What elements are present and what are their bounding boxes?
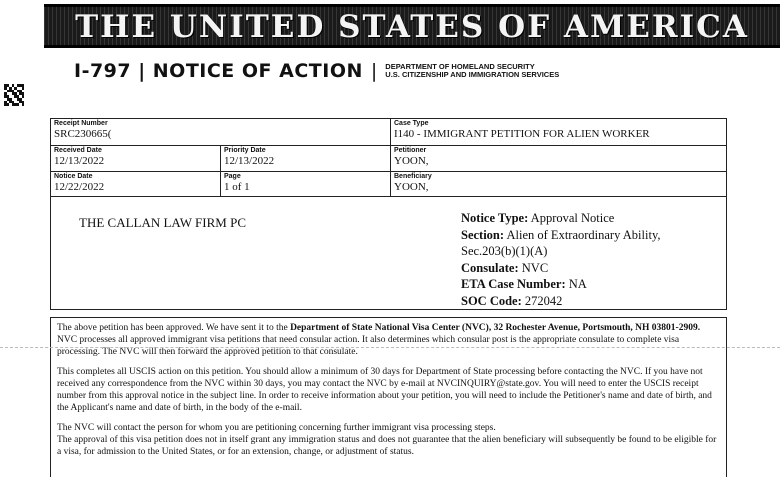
beneficiary-cell [391,172,727,197]
department-line-2: U.S. CITIZENSHIP AND IMMIGRATION SERVICES [385,70,560,79]
received-date-value: 12/13/2022 [54,155,105,167]
notice-type-label: Notice Type: [461,211,529,225]
form-header [74,59,559,83]
eta-case-number-label: ETA Case Number: [461,277,566,291]
notice-body [50,317,727,477]
priority-date-cell [221,146,391,172]
barcode-icon [4,84,24,106]
receipt-number-cell [51,119,391,146]
body-paragraph-1-intro: The above petition has been approved. We have sent it to the [57,323,291,333]
case-type-cell [391,119,727,146]
petitioner-cell [391,146,727,172]
petitioner-value: YOON, [394,155,429,167]
notice-date-value: 12/22/2022 [54,181,105,193]
department-name [385,63,559,80]
banner-title: THE UNITED STATES OF AMERICA [75,9,749,45]
body-paragraph-1 [57,322,720,358]
consulate-label: Consulate: [461,260,519,275]
addressee-name: THE CALLAN LAW FIRM PC [79,215,247,230]
notice-details [461,210,711,309]
received-date-cell [51,146,221,172]
case-type-label: Case Type [394,120,429,127]
body-paragraph-2: This completes all USCIS action on this petition. You should allow a minimum of 30 days for Department of State processing before contacting the NVC. If you have not received any correspondence from the NVC within 30 days, you may contact the NVC by e-mail at NVCINQUIRY@state.gov. You will need to enter the USCIS receipt number from this approval notice in the subject line. In order to receive information about your petition, you will need to include the Petitioner's name and date of birth, and the Applicant's name and date of birth, in the body of the e-mail. [57,367,712,413]
petitioner-label: Petitioner [394,147,427,154]
case-type-value: I140 - IMMIGRANT PETITION FOR ALIEN WORKER [394,128,650,140]
notice-date-label: Notice Date [54,173,93,180]
soc-code-label: SOC Code: [461,293,522,308]
page-label: Page [224,173,241,180]
section-value: Alien of Extraordinary Ability, [506,227,661,242]
eta-case-number-value: NA [568,277,587,291]
beneficiary-value: YOON, [394,181,429,193]
nvc-address: Department of State National Visa Center (NVC), 32 Rochester Avenue, Portsmouth, NH 03801-2909. [290,323,701,333]
body-paragraph-1-rest: NVC processes all approved immigrant visa petitions that need consular action. It also determines which consular post is the appropriate consulate to complete visa processing. The NVC will then forward the approved petition to that consulate. [57,335,680,357]
section-label: Section: [461,227,505,242]
page-value: 1 of 1 [224,181,250,193]
section-value-2: Sec.203(b)(1)(A) [461,244,548,258]
notice-date-cell [51,172,221,197]
header-banner [44,4,780,48]
body-paragraph-4: The approval of this visa petition does not in itself grant any immigration status and does not guarantee that the alien beneficiary will subsequently be found to be eligible for a visa, for admission to the United States, or for an extension, change, or adjustment of status. [57,435,717,457]
priority-date-label: Priority Date [224,147,266,154]
form-title: I-797 | NOTICE OF ACTION [74,60,363,82]
soc-code-value: 272042 [524,293,563,308]
beneficiary-label: Beneficiary [394,173,432,180]
department-line-1: DEPARTMENT OF HOMELAND SECURITY [385,61,535,71]
notice-type-value: Approval Notice [530,211,615,225]
page-cell [221,172,391,197]
header-separator: | [370,60,378,82]
scan-artifact-line [0,347,780,348]
received-date-label: Received Date [54,147,102,154]
consulate-value: NVC [521,260,549,275]
priority-date-value: 12/13/2022 [224,155,275,167]
receipt-number-value: SRC230665( [54,128,112,140]
address-notice-box [50,197,727,310]
case-info-table [50,118,727,197]
receipt-number-label: Receipt Number [54,120,108,127]
body-paragraph-3: The NVC will contact the person for whom you are petitioning concerning further immigrant visa processing steps. [57,423,496,433]
